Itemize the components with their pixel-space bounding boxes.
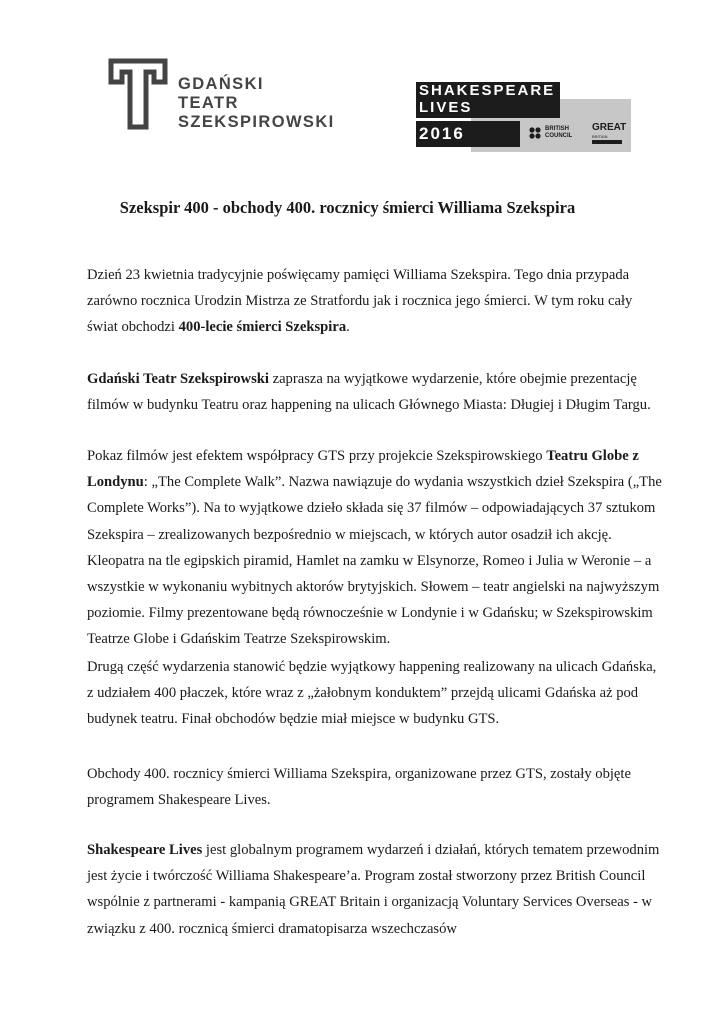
gts-t-mark-icon [108, 58, 168, 130]
great-subtext: BRITAIN [592, 134, 608, 139]
great-flag-bar [592, 140, 622, 144]
page-title [0, 198, 725, 218]
paragraph-3 [87, 443, 662, 653]
paragraph-4 [87, 654, 662, 733]
gts-logo-text [178, 75, 335, 132]
gts-logo-line1: GDAŃSKI [178, 75, 264, 93]
paragraph-3-text: Pokaz filmów jest efektem współpracy GTS przy projekcie Szekspirowskiego [87, 448, 547, 464]
british-council-logo [529, 123, 583, 145]
paragraph-2 [87, 366, 662, 418]
shakespeare-lives-black-block [416, 82, 560, 118]
paragraph-5 [87, 761, 662, 813]
shakespeare-word: SHAKESPEARE [419, 82, 556, 99]
lives-word: LIVES [419, 99, 473, 116]
paragraph-1-end: . [346, 319, 350, 336]
paragraph-4-text: Drugą część wydarzenia stanowić będzie wyjątkowy happening realizowany na ulicach Gdańska, z udziałem 400 płaczek, które wraz z „żałobnym konduktem” przejdą ulicami Gdańska aż pod budynek teatru. Finał obchodów będzie miał miejsce w budynku GTS. [87, 659, 657, 728]
gts-logo-line3: SZEKSPIROWSKI [178, 113, 335, 131]
gts-logo [108, 58, 338, 134]
shakespeare-lives-year: 2016 [416, 121, 520, 147]
shakespeare-lives-logo [416, 82, 631, 152]
paragraph-1-text: Dzień 23 kwietnia tradycyjnie poświęcamy pamięci Williama Szekspira. Tego dnia przypada zarówno rocznica Urodzin Mistrza ze Stratfordu jak i rocznica jego śmierci. W tym roku cały świat obchodzi [87, 267, 633, 336]
paragraph-6-text: jest globalnym programem wydarzeń i działań, których tematem przewodnim jest życie i twórczość Williama Shakespeare’a. Program został stworzony przez British Council wspólnie z partnerami - kampanią GREAT Britain i organizacją Voluntary Services Overseas - w związku z 400. rocznicą śmierci dramatopisarza wszechczasów [87, 842, 660, 937]
paragraph-6-bold: Shakespeare Lives [87, 842, 203, 858]
paragraph-1 [87, 262, 662, 341]
great-word: GREAT [592, 122, 627, 133]
paragraph-3-bold: Teatru Globe z Londynu [87, 448, 639, 491]
british-council-text: BRITISH COUNCIL [545, 126, 573, 139]
paragraph-1-bold: 400-lecie śmierci Szekspira [178, 319, 347, 336]
paragraph-3-text-2: : „The Complete Walk”. Nazwa nawiązuje do wydania wszystkich dzieł Szekspira („The Complete Works”). Na to wyjątkowe dzieło składa się 37 filmów – odpowiadających 37 sztukom Szekspira – zrealizowanych bezpośrednio w miejscach, w których autor osadził ich akcję. Kleopatra na tle egipskich piramid, Hamlet na zamku w Elsynorze, Romeo i Julia w Weronie – a wszystkie w wykonaniu wybitnych aktorów brytyjskich. Słowem – teatr angielski na najwyższym poziomie. Filmy prezentowane będą równocześnie w Londynie i w Gdańsku; w Szekspirowskim Teatrze Globe i Gdańskim Teatrze Szekspirowskim. [87, 474, 662, 648]
great-britain-logo [592, 120, 627, 146]
paragraph-6 [87, 837, 662, 942]
page-title-text: Szekspir 400 - obchody 400. rocznicy śmierci Williama Szekspira [119, 198, 576, 217]
paragraph-2-text: zaprasza na wyjątkowe wydarzenie, które obejmie prezentację filmów w budynku Teatru oraz happening na ulicach Głównego Miasta: Długiej i Długim Targu. [87, 371, 651, 414]
paragraph-2-bold: Gdański Teatr Szekspirowski [87, 371, 269, 387]
paragraph-5-text: Obchody 400. rocznicy śmierci Williama Szekspira, organizowane przez GTS, zostały objęte programem Shakespeare Lives. [87, 766, 631, 809]
british-council-dots-icon [529, 127, 543, 139]
gts-logo-line2: TEATR [178, 94, 239, 112]
